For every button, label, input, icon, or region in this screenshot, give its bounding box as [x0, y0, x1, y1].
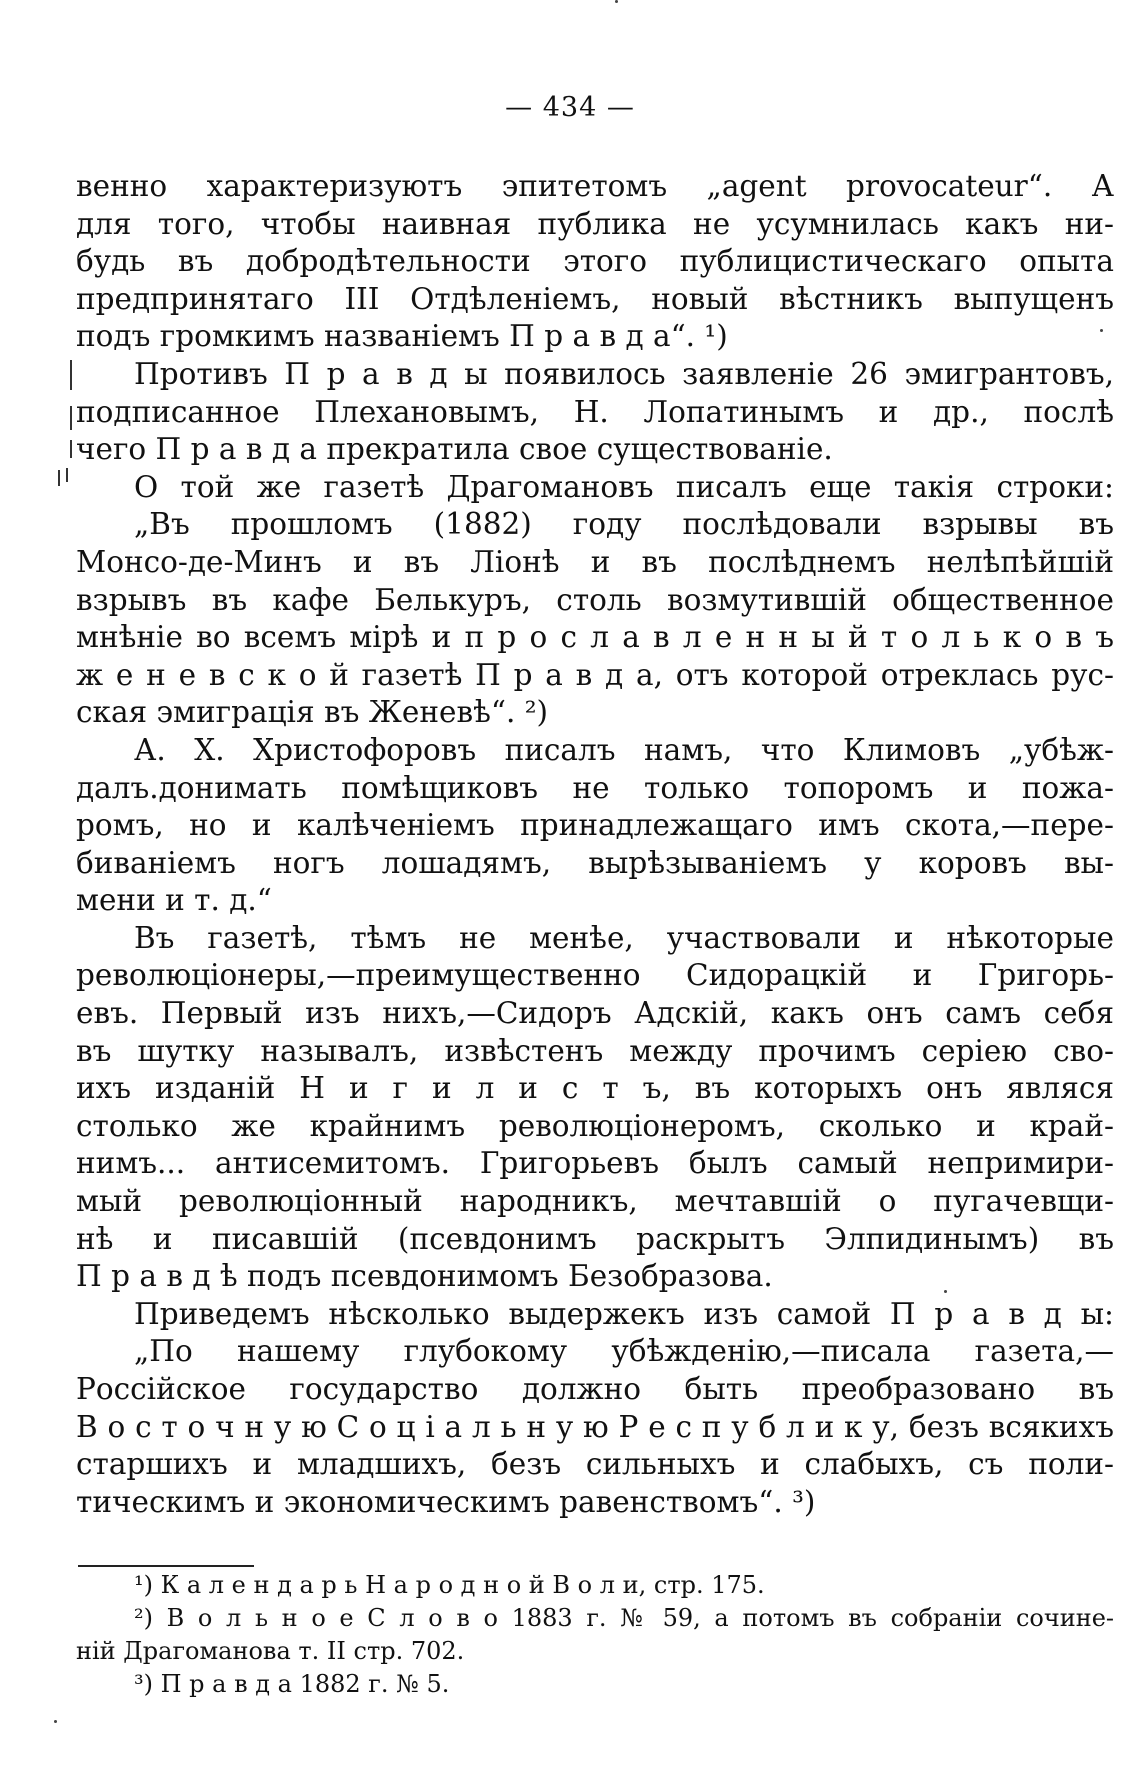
text-line: ж е н е в с к о й газетѣ П р а в д а, отъ которой отреклась рус-: [76, 657, 1114, 692]
text-line: Россійское государство должно быть преобразовано въ: [76, 1372, 1114, 1406]
footnotes: [76, 1569, 1114, 1701]
text-line: нѣ и писавшій (псевдонимъ раскрытъ Элпидинымъ) въ: [76, 1221, 1114, 1256]
text-line: далъ.донимать помѣщиковъ не только топоромъ и пожа-: [76, 770, 1114, 805]
text-line: въ шутку называлъ, извѣстенъ между прочимъ серіею сво-: [76, 1033, 1114, 1068]
footnote-line: ній Драгоманова т. II стр. 702.: [76, 1637, 465, 1665]
scan-speck: [1100, 329, 1103, 332]
text-line: подписанное Плехановымъ, Н. Лопатинымъ и др., послѣ: [76, 394, 1114, 429]
body-text: [76, 168, 1114, 1521]
text-line: евъ. Первый изъ нихъ,—Сидоръ Адскій, какъ онъ самъ себя: [76, 996, 1114, 1031]
text-line: нимъ... антисемитомъ. Григорьевъ былъ самый непримири-: [76, 1146, 1114, 1181]
text-line: предпринятаго III Отдѣленіемъ, новый вѣстникъ выпущенъ: [76, 281, 1114, 316]
text-line: мый революціонный народникъ, мечтавшій о пугачевщи-: [76, 1184, 1114, 1219]
text-line: П р а в д ѣ подъ псевдонимомъ Безобразова.: [76, 1259, 773, 1294]
margin-mark: [70, 406, 72, 430]
scan-speck: [54, 1720, 57, 1723]
text-line: А. Х. Христофоровъ писалъ намъ, что Климовъ „убѣж-: [134, 732, 1114, 767]
footnote-line: ¹) К а л е н д а р ь Н а р о д н о й В о л и, стр. 175.: [134, 1571, 765, 1599]
text-line: „По нашему глубокому убѣжденію,—писала газета,—: [134, 1334, 1114, 1369]
text-line: мнѣніе во всемъ мірѣ и п р о с л а в л е н н ы й т о л ь к о в ъ: [76, 620, 1114, 655]
text-line: Противъ П р а в д ы появилось заявленіе 26 эмигрантовъ,: [134, 356, 1114, 391]
page-number: — 434 —: [505, 92, 635, 123]
text-line: венно характеризуютъ эпитетомъ „agent provocateur“. А: [76, 169, 1114, 203]
text-line: столько же крайнимъ революціонеромъ, сколько и край-: [76, 1108, 1114, 1143]
text-line: „Въ прошломъ (1882) году послѣдовали взрывы въ: [134, 507, 1114, 542]
footnote-divider: [78, 1565, 254, 1567]
text-line: для того, чтобы наивная публика не усумнилась какъ ни-: [76, 206, 1114, 241]
text-line: взрывъ въ кафе Белькуръ, столь возмутившій общественное: [76, 582, 1114, 617]
margin-mark: [70, 440, 72, 458]
margin-mark: [66, 468, 68, 482]
text-line: подъ громкимъ названіемъ П р а в д а“. ¹): [76, 319, 728, 354]
text-line: Монсо-де-Минъ и въ Ліонѣ и въ послѣднемъ нелѣпѣйшій: [76, 544, 1114, 579]
text-line: чего П р а в д а прекратила свое существованіе.: [76, 432, 833, 467]
margin-mark: [70, 360, 72, 390]
text-line: будь въ добродѣтельности этого публицистическаго опыта: [76, 244, 1114, 279]
text-line: революціонеры,—преимущественно Сидорацкій и Григорь-: [76, 958, 1114, 993]
text-line: старшихъ и младшихъ, безъ сильныхъ и слабыхъ, съ поли-: [76, 1447, 1114, 1482]
text-line: биваніемъ ногъ лошадямъ, вырѣзываніемъ у коровъ вы-: [76, 845, 1114, 880]
text-line: Въ газетѣ, тѣмъ не менѣе, участвовали и нѣкоторые: [134, 920, 1114, 955]
text-line: ская эмиграція въ Женевѣ“. ²): [76, 695, 549, 730]
text-line: Приведемъ нѣсколько выдержекъ изъ самой П р а в д ы:: [134, 1296, 1114, 1331]
text-line: ихъ изданій Н и г и л и с т ъ, въ которыхъ онъ являся: [76, 1071, 1114, 1106]
text-line: мени и т. д.“: [76, 883, 272, 918]
scan-speck: [944, 1290, 947, 1293]
text-line: В о с т о ч н у ю С о ц і а л ь н у ю Р е с п у б л и к у, безъ всякихъ: [76, 1409, 1114, 1444]
footnote-line: ²) В о л ь н о е С л о в о 1883 г. № 59, а потомъ въ собраніи сочине-: [134, 1604, 1114, 1632]
footnote-line: ³) П р а в д а 1882 г. № 5.: [134, 1670, 450, 1698]
text-line: тическимъ и экономическимъ равенствомъ“. ³): [76, 1484, 816, 1519]
text-line: ромъ, но и калѣченіемъ принадлежащаго имъ скота,—пере-: [76, 808, 1114, 843]
scan-speck: [615, 0, 618, 3]
margin-mark: [58, 470, 60, 486]
text-line: О той же газетѣ Драгомановъ писалъ еще такія строки:: [134, 469, 1114, 504]
